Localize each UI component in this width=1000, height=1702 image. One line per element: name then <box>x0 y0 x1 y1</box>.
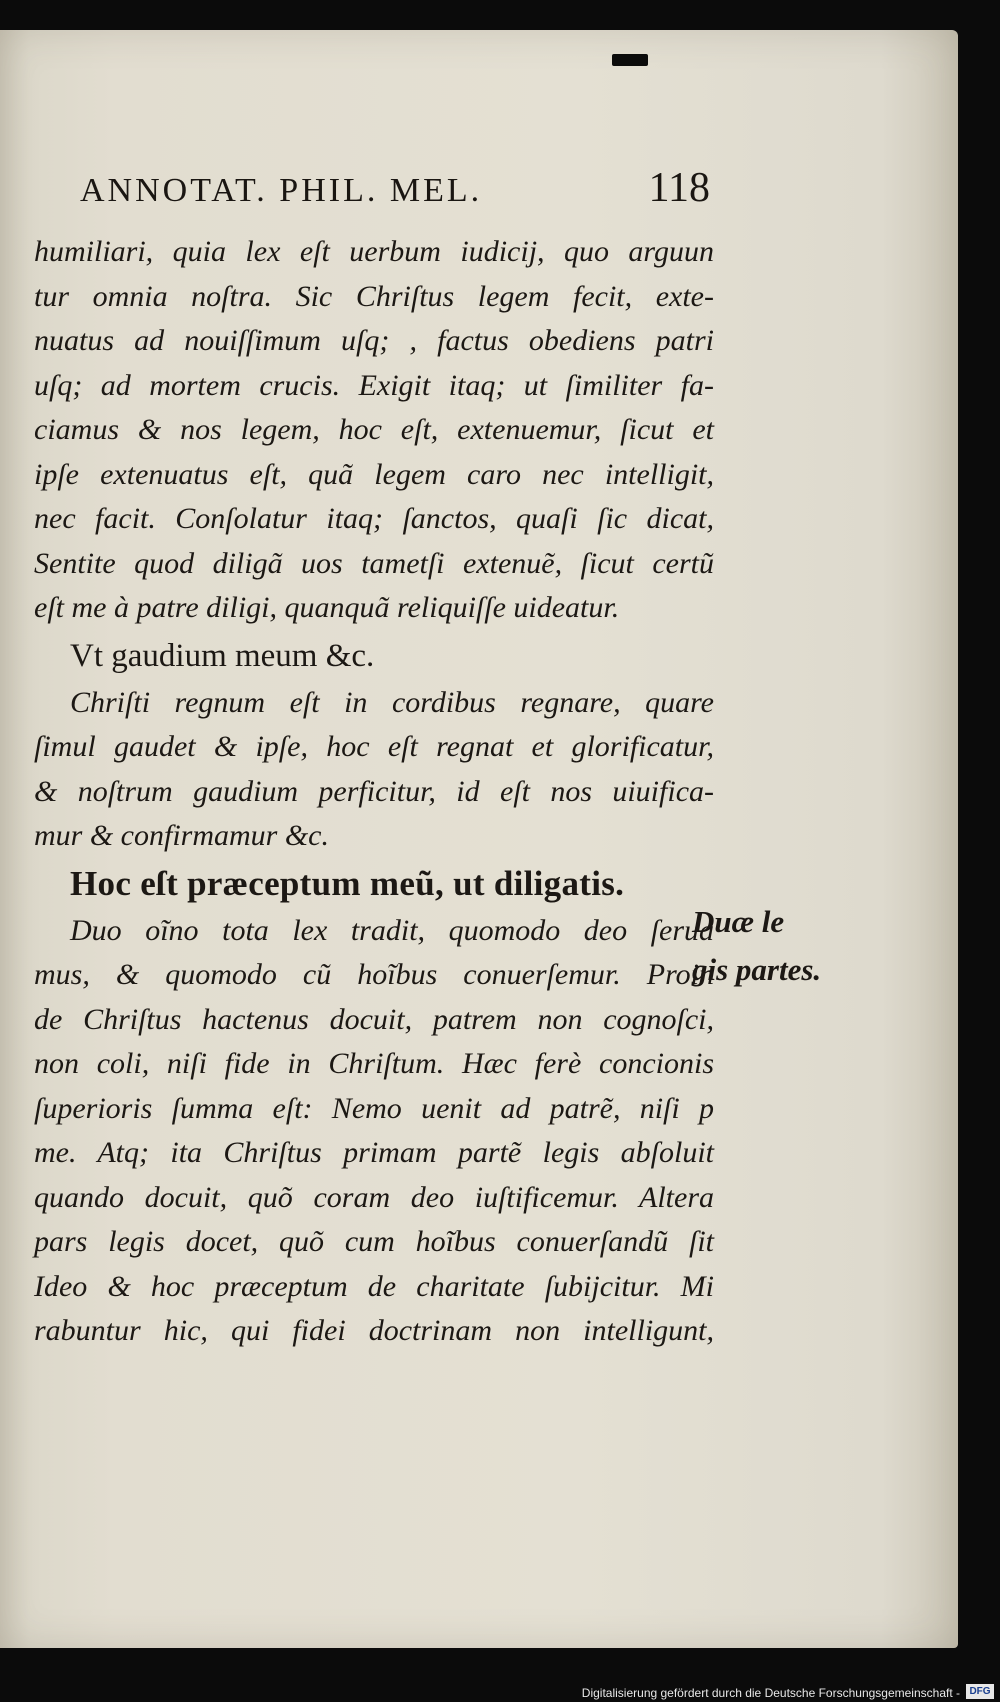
text-line: Sentite quod diligã uos tametſi extenuẽ, ſicut certũ <box>34 546 714 580</box>
margin-note-line: Duæ le <box>692 904 785 939</box>
text-line: tur omnia noſtra. Sic Chriſtus legem fecit, exte- <box>34 279 714 313</box>
text-line: & noſtrum gaudium perficitur, id eſt nos uiuifica- <box>34 774 714 808</box>
text-line: me. Atq; ita Chriſtus primam partẽ legis abſoluit <box>34 1136 714 1169</box>
page-number: 118 <box>648 165 710 211</box>
text-line: pars legis docet, quõ cum hoĩbus conuerſandũ ſit <box>34 1225 714 1258</box>
text-line: ipſe extenuatus eſt, quã legem caro nec intelligit, <box>34 457 714 491</box>
text-line: uſq; ad mortem crucis. Exigit itaq; ut ſimiliter fa- <box>34 368 714 402</box>
page-header <box>80 154 710 224</box>
section-heading: Hoc eſt præceptum meũ, ut diligatis. <box>70 863 625 903</box>
text-line: nec facit. Conſolatur itaq; ſanctos, quaſi ſic dicat, <box>34 502 714 535</box>
text-line: ſimul gaudet & ipſe, hoc eſt regnat et glorificatur, <box>34 730 714 763</box>
text-line: quando docuit, quõ coram deo iuſtificemur. Altera <box>34 1180 714 1214</box>
text-line: mur & confirmamur &c. <box>34 819 329 852</box>
footer-bar <box>0 1680 1000 1702</box>
text-line: de Chriſtus hactenus docuit, patrem non cognoſci, <box>34 1002 714 1036</box>
margin-note-line: gis partes. <box>692 952 822 987</box>
text-line: rabuntur hic, qui fidei doctrinam non intelligunt, <box>34 1314 714 1347</box>
text-line: ſuperioris ſumma eſt: Nemo uenit ad patrẽ, niſi p <box>34 1091 714 1125</box>
text-line: eſt me à patre diligi, quanquã reliquiſſe uideatur. <box>34 591 620 624</box>
running-head: ANNOTAT. PHIL. MEL. <box>80 172 483 209</box>
text-line: Chriſti regnum eſt in cordibus regnare, quare <box>70 685 714 719</box>
section-heading: Vt gaudium meum &c. <box>70 637 375 674</box>
body-text <box>34 230 714 1354</box>
book-page <box>0 30 958 1648</box>
text-line: Ideo & hoc præceptum de charitate ſubijcitur. Mi <box>34 1269 714 1303</box>
text-line: humiliari, quia lex eſt uerbum iudicij, quo arguun <box>34 235 714 268</box>
dfg-logo: DFG <box>966 1684 994 1699</box>
footer-credit: Digitalisierung gefördert durch die Deutsche Forschungsgemeinschaft - <box>581 1686 960 1700</box>
text-line: Duo oĩno tota lex tradit, quomodo deo ſerua <box>70 913 714 947</box>
margin-note <box>692 898 862 994</box>
text-line: mus, & quomodo cũ hoĩbus conuerſemur. Proin <box>34 958 714 991</box>
text-line: non coli, niſi fide in Chriſtum. Hæc ferè concionis <box>34 1047 714 1080</box>
text-line: ciamus & nos legem, hoc eſt, extenuemur, ſicut et <box>34 413 714 446</box>
page-edge-tab <box>612 54 648 66</box>
text-line: nuatus ad nouiſſimum uſq; , factus obediens patri <box>34 324 714 357</box>
